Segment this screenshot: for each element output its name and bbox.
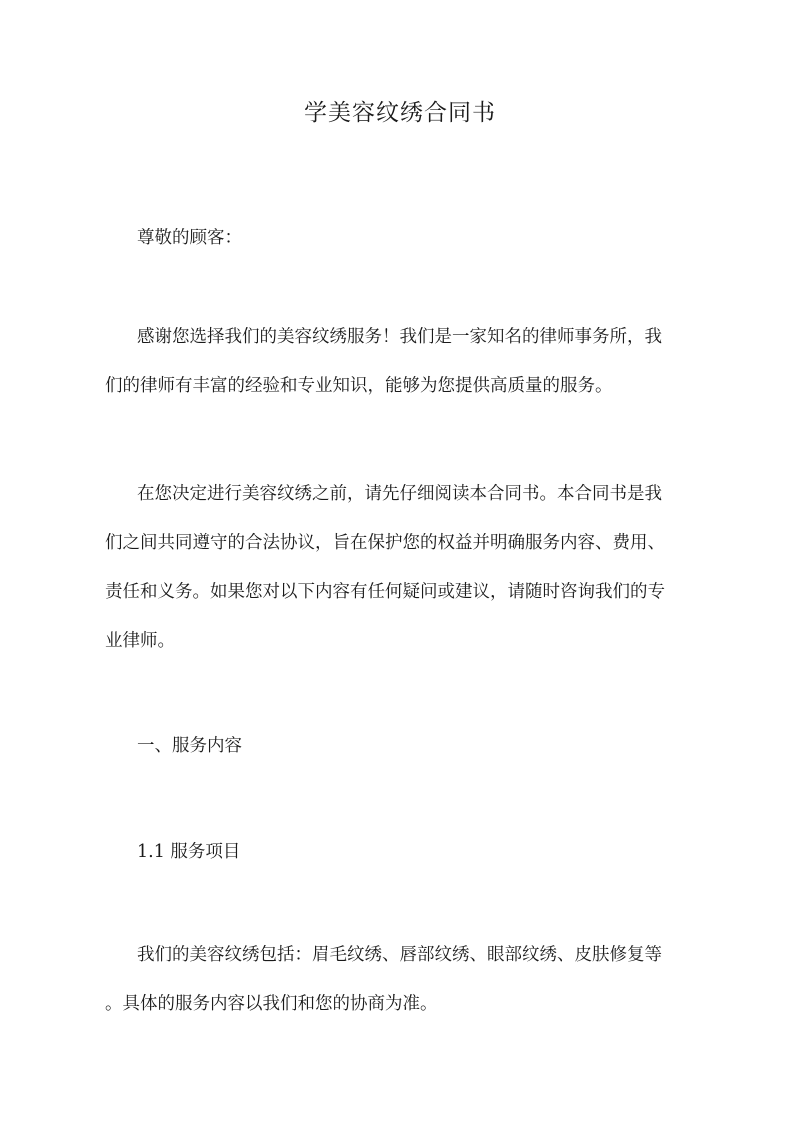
document-title: 学美容纹绣合同书	[304, 100, 496, 126]
notice-line-4: 业律师。	[105, 631, 175, 651]
section-1-heading-text: 一、服务内容	[137, 736, 242, 756]
greeting-text: 尊敬的顾客：	[137, 228, 242, 248]
section-1-1-heading-text: 1.1 服务项目	[137, 842, 241, 862]
notice-line-2: 们之间共同遵守的合法协议，旨在保护您的权益并明确服务内容、费用、	[105, 533, 665, 553]
intro-paragraph	[105, 313, 705, 411]
notice-line-1: 在您决定进行美容纹绣之前，请先仔细阅读本合同书。本合同书是我	[137, 484, 662, 504]
intro-line-2: 们的律师有丰富的经验和专业知识，能够为您提供高质量的服务。	[105, 376, 613, 396]
section-1-1-line-1: 我们的美容纹绣包括：眉毛纹绣、唇部纹绣、眼部纹绣、皮肤修复等	[137, 945, 662, 965]
section-1-1-paragraph	[105, 931, 705, 1029]
greeting	[105, 214, 705, 263]
section-1-1-heading	[105, 828, 705, 877]
intro-line-1: 感谢您选择我们的美容纹绣服务！我们是一家知名的律师事务所，我	[137, 327, 662, 347]
notice-line-3: 责任和义务。如果您对以下内容有任何疑问或建议，请随时咨询我们的专	[105, 582, 665, 602]
notice-paragraph	[105, 470, 705, 666]
section-1-heading	[105, 722, 705, 771]
section-1-1-line-2: 。具体的服务内容以我们和您的协商为准。	[105, 994, 438, 1014]
